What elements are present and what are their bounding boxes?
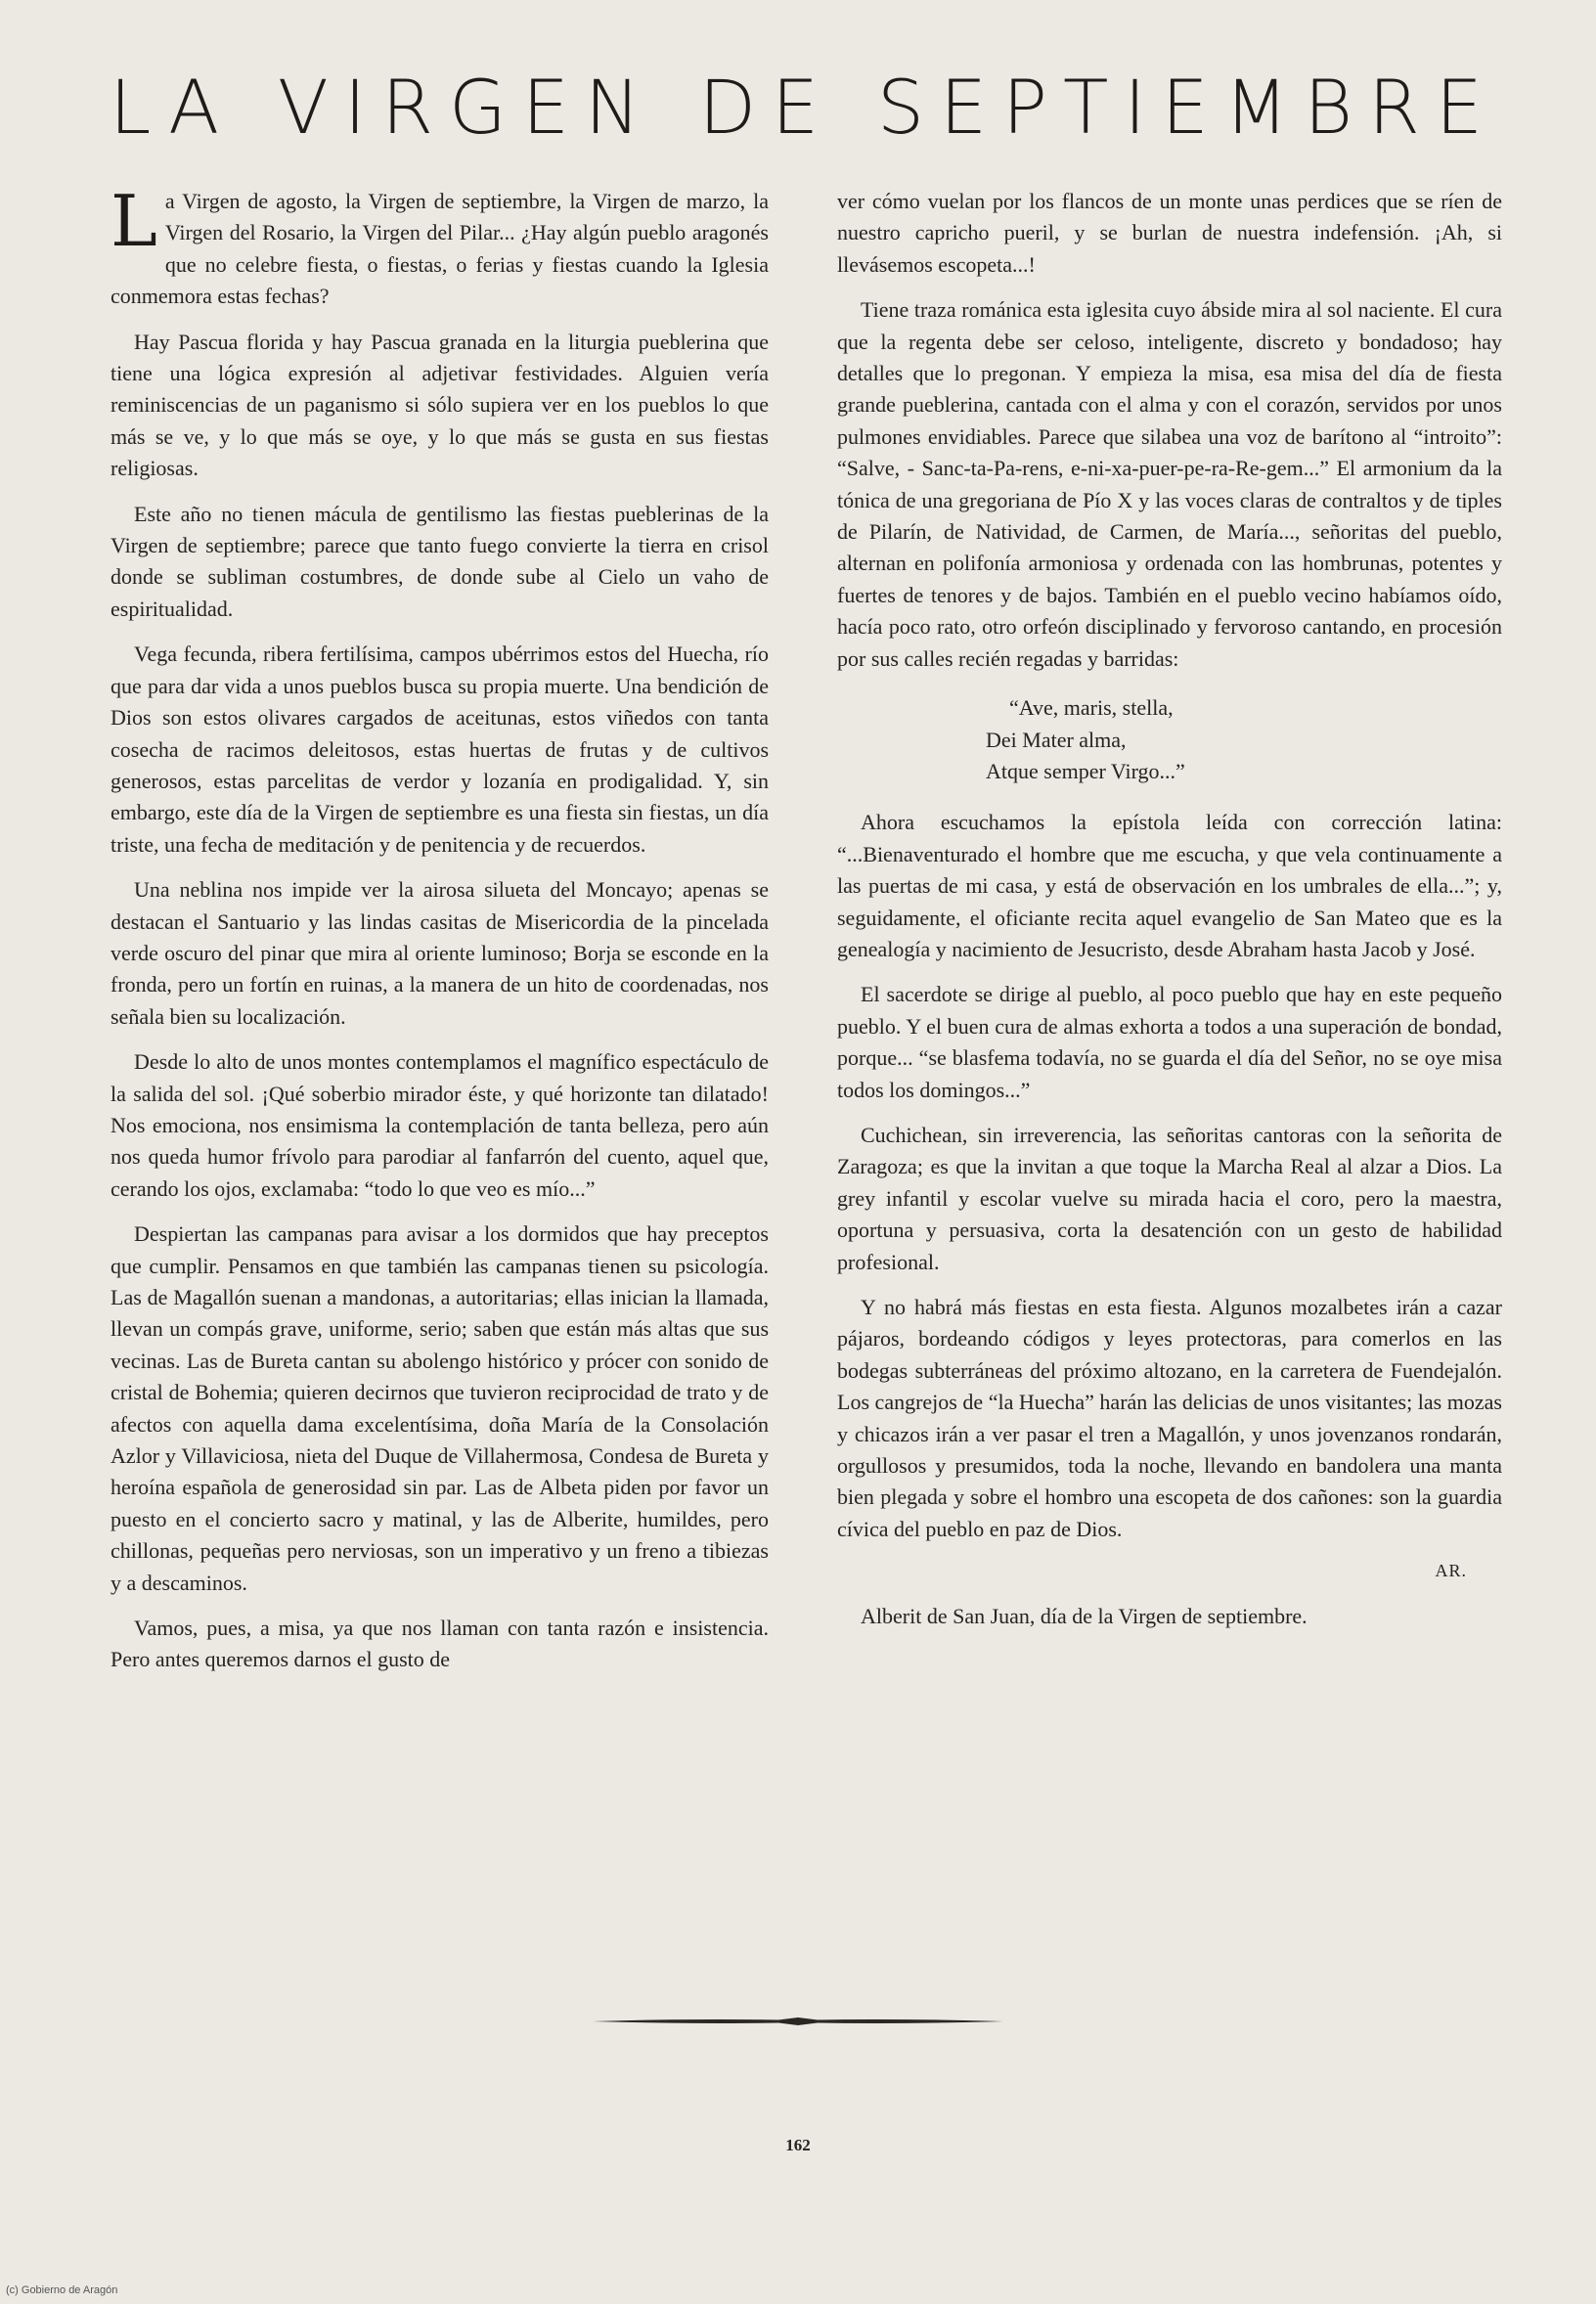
article-title: LA VIRGEN DE SEPTIEMBRE — [110, 64, 1498, 151]
right-column — [837, 186, 1502, 1632]
copyright-notice: (c) Gobierno de Aragón — [6, 2284, 118, 2296]
verse-line: Dei Mater alma, — [986, 727, 1127, 752]
dateline: Alberit de San Juan, día de la Virgen de septiembre. — [861, 1604, 1308, 1629]
paragraph: Ahora escuchamos la epístola leída con corrección latina: “...Bienaventurado el hombre que me escucha, y que vela continuamente a las puertas de mi casa, y está de observación en los umbrales de ella...”; y, seguidamente, el oficiante recita aquel evangelio de San Mateo que es la genealogía y nacimiento de Jesucristo, desde Abraham hasta Jacob y José. — [837, 810, 1502, 961]
paragraph: Despiertan las campanas para avisar a los dormidos que hay preceptos que cumplir. Pensamos en que también las campanas tienen su psicología. Las de Magallón suenan a mandonas, a autoritarias; ellas inician la llamada, llevan un compás grave, uniforme, serio; saben que están más altas que sus vecinas. Las de Bureta cantan su abolengo histórico y prócer con sonido de cristal de Bohemia; quieren decirnos que tuvieron reciprocidad de trato y de afectos con aquella dama excelentísima, doña María de la Consolación Azlor y Villaviciosa, nieta del Duque de Villahermosa, Condesa de Bureta y heroína española de generosidad sin par. Las de Albeta piden por favor un puesto en el concierto sacro y matinal, y las de Alberite, humildes, pero chillonas, pequeñas pero nerviosas, son un imperativo y un freno a tibiezas y a descaminos. — [111, 1221, 769, 1595]
drop-cap: L — [111, 180, 157, 262]
paragraph: ver cómo vuelan por los flancos de un monte unas perdices que se ríen de nuestro capricho pueril, y se burlan de nuestra indefensión. ¡Ah, si llevásemos escopeta...! — [837, 189, 1502, 277]
paragraph: Hay Pascua florida y hay Pascua granada en la liturgia pueblerina que tiene una lógica expresión al adjetivar festividades. Alguien vería reminiscencias de un paganismo si sólo supiera ver en los pueblos lo que más se ve, y lo que más se oye, y lo que más se gusta en sus fiestas religiosas. — [111, 329, 769, 481]
hymn-verse — [986, 692, 1502, 787]
paragraph: Este año no tienen mácula de gentilismo las fiestas pueblerinas de la Virgen de septiembre; parece que tanto fuego convierte la tierra en crisol donde se subliman costumbres, de donde sube al Cielo un vaho de espiritualidad. — [111, 501, 769, 621]
left-column — [111, 180, 769, 1676]
paragraph: Cuchichean, sin irreverencia, las señoritas cantoras con la señorita de Zaragoza; es que la invitan a que toque la Marcha Real al alzar a Dios. La grey infantil y escolar vuelve su mirada hacia el coro, pero la maestra, oportuna y persuasiva, corta la desatención con un gesto de habilidad profesional. — [837, 1122, 1502, 1274]
paragraph: Tiene traza románica esta iglesita cuyo ábside mira al sol naciente. El cura que la regenta debe ser celoso, inteligente, discreto y bondadoso; hay detalles que lo pregonan. Y empieza la misa, esa misa del día de fiesta grande pueblerina, cantada con el alma y con el corazón, servidos por unos pulmones envidiables. Parece que silabea una voz de barítono al “introito”: “Salve, - Sanc-ta-Pa-rens, e-ni-xa-puer-pe-ra-Re-gem...” El armonium da la tónica de una gregoriana de Pío X y las voces claras de contraltos y de tiples de Pilarín, de Natividad, de Carmen, de María..., señoritas del pueblo, alternan en polifonía armoniosa y ordenada con las hombrunas, potentes y fuertes de tenores y de bajos. También en el pueblo vecino habíamos oído, hacía poco rato, otro orfeón disciplinado y fervoroso cantando, en procesión por sus calles recién regadas y barridas: — [837, 297, 1502, 671]
paragraph — [111, 180, 769, 313]
author-signature: AR. — [1435, 1561, 1467, 1581]
paragraph-text: a Virgen de agosto, la Virgen de septiembre, la Virgen de marzo, la Virgen del Rosario, la Virgen del Pilar... ¿Hay algún pueblo aragonés que no celebre fiesta, o fiestas, o ferias y fiestas cuando la Iglesia conmemora estas fechas? — [111, 189, 769, 309]
paragraph: Y no habrá más fiestas en esta fiesta. Algunos mozalbetes irán a cazar pájaros, bordeando códigos y leyes protectoras, para comerlos en las bodegas subterráneas del próximo altozano, en la carretera de Fuendejalón. Los cangrejos de “la Huecha” harán las delicias de unos visitantes; las mozas y chicazos irán a ver pasar el tren a Magallón, y unos jovenzanos rondarán, orgullosos y presumidos, toda la noche, llevando en bandolera una manta bien plegada y sobre el hombro una escopeta de dos cañones: son la guardia cívica del pueblo en paz de Dios. — [837, 1295, 1502, 1541]
paragraph: Una neblina nos impide ver la airosa silueta del Moncayo; apenas se destacan el Santuario y las lindas casitas de Misericordia de la pincelada verde oscuro del pinar que mira al oriente luminoso; Borja se esconde en la fronda, pero un fortín en ruinas, a la manera de un hito de coordenadas, nos señala bien su localización. — [111, 877, 769, 1029]
paragraph: Vega fecunda, ribera fertilísima, campos ubérrimos estos del Huecha, río que para dar vida a unos pueblos busca su propia muerte. Una bendición de Dios son estos olivares cargados de aceitunas, estos viñedos con tanta cosecha de racimos deleitosos, estas huertas de frutas y de cultivos generosos, estas parcelitas de verdor y lozanía en prodigalidad. Y, sin embargo, este día de la Virgen de septiembre es una fiesta sin fiestas, un día triste, una fecha de meditación y de penitencia y de recuerdos. — [111, 642, 769, 857]
paragraph: El sacerdote se dirige al pueblo, al poco pueblo que hay en este pequeño pueblo. Y el buen cura de almas exhorta a todos a una superación de bondad, porque... “se blasfema todavía, no se guarda el día del Señor, no se oye misa todos los domingos...” — [837, 982, 1502, 1102]
paragraph: Desde lo alto de unos montes contemplamos el magnífico espectáculo de la salida del sol. ¡Qué soberbio mirador éste, y qué horizonte tan dilatado! Nos emociona, nos ensimisma la contemplación de tanta belleza, pero aún nos queda humor frívolo para parodiar al fanfarrón del cuento, aquel que, cerando los ojos, exclamaba: “todo lo que veo es mío...” — [111, 1049, 769, 1201]
verse-line: “Ave, maris, stella, — [1009, 695, 1174, 721]
verse-line: Atque semper Virgo...” — [986, 758, 1185, 783]
page-number: 162 — [785, 2136, 811, 2154]
ornamental-rule-divider — [593, 2015, 1003, 2028]
paragraph: Vamos, pues, a misa, ya que nos llaman con tanta razón e insistencia. Pero antes queremos darnos el gusto de — [111, 1616, 769, 1672]
